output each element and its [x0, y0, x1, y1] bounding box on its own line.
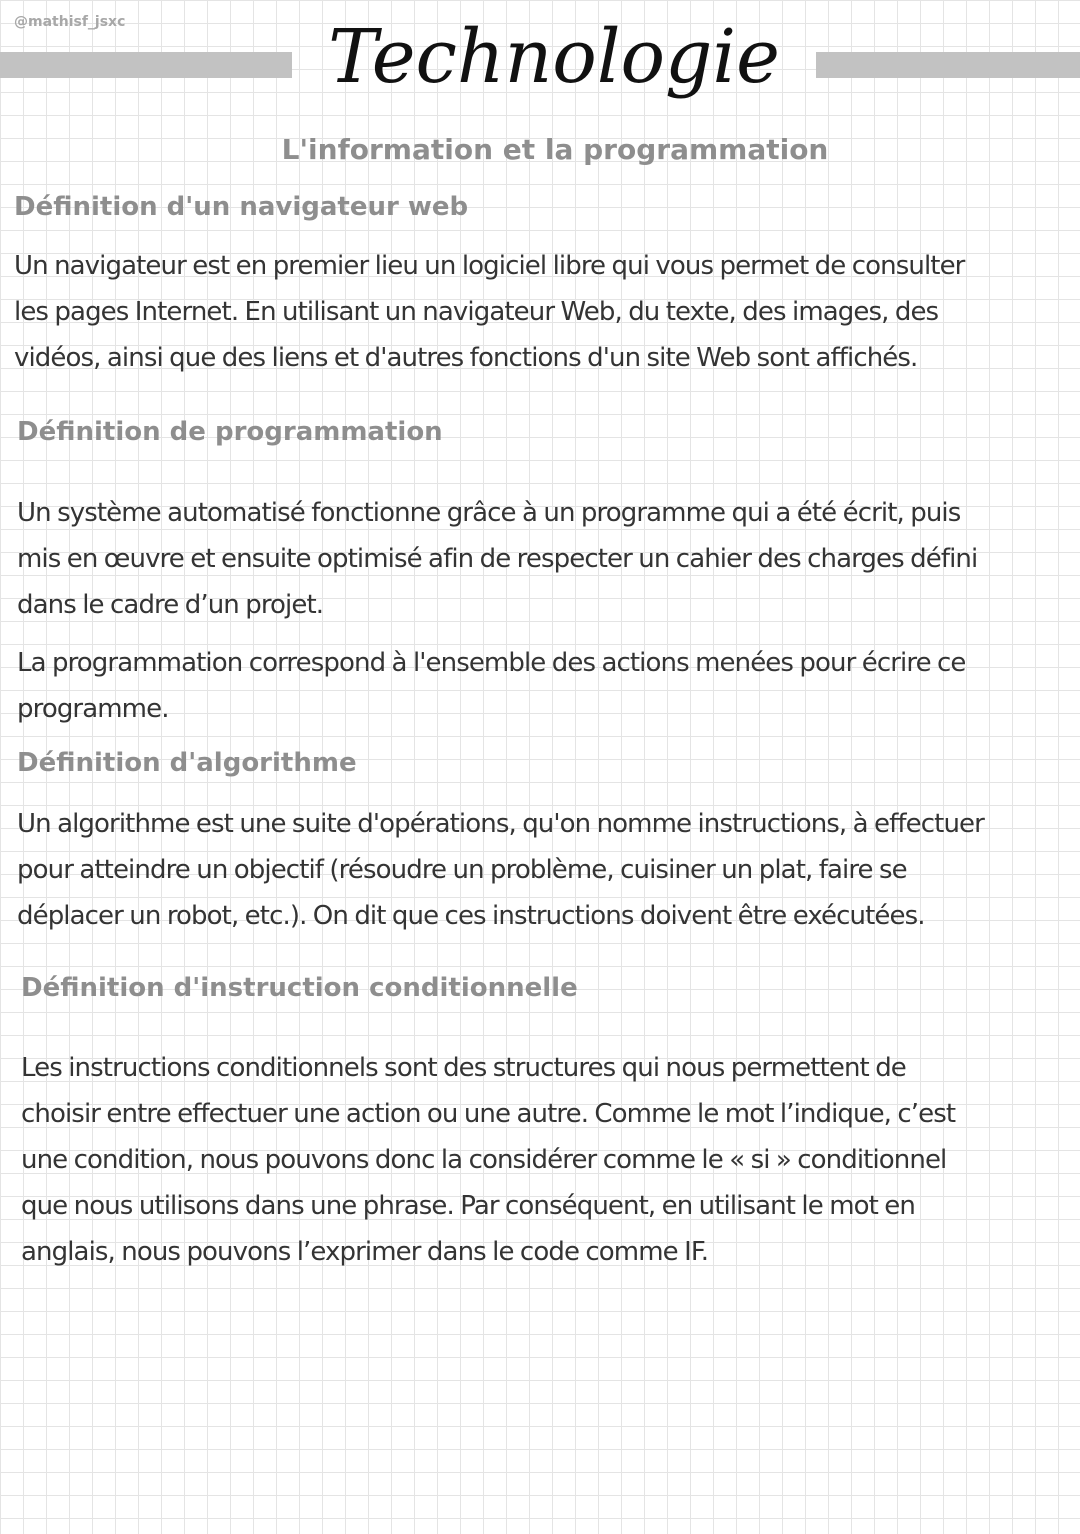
- section-heading: Définition d'un navigateur web: [14, 192, 469, 222]
- section-navigateur-web: [14, 189, 964, 393]
- text-line: vidéos, ainsi que des liens et d'autres fonctions d'un site Web sont affichés.: [14, 343, 918, 373]
- text-line: La programmation correspond à l'ensemble des actions menées pour écrire ce: [17, 648, 966, 678]
- text-line: Un navigateur est en premier lieu un logiciel libre qui vous permet de consulter: [14, 251, 965, 281]
- text-line: programme.: [17, 694, 169, 724]
- author-handle: @mathisf_jsxc: [14, 14, 126, 30]
- section-instruction-conditionnelle: [21, 970, 955, 1287]
- text-line: anglais, nous pouvons l’exprimer dans le code comme IF.: [21, 1237, 709, 1267]
- section-paragraph: [14, 243, 964, 381]
- title-bar-left: [0, 52, 292, 78]
- section-heading: Définition de programmation: [17, 417, 443, 447]
- text-line: mis en œuvre et ensuite optimisé afin de respecter un cahier des charges défini: [17, 544, 978, 574]
- text-line: déplacer un robot, etc.). On dit que ces instructions doivent être exécutées.: [17, 901, 925, 931]
- section-algorithme: [17, 745, 984, 951]
- text-line: Un système automatisé fonctionne grâce à un programme qui a été écrit, puis: [17, 498, 961, 528]
- text-line: choisir entre effectuer une action ou une autre. Comme le mot l’indique, c’est: [21, 1099, 956, 1129]
- text-line: pour atteindre un objectif (résoudre un problème, cuisiner un plat, faire se: [17, 855, 907, 885]
- text-line: que nous utilisons dans une phrase. Par conséquent, en utilisant le mot en: [21, 1191, 915, 1221]
- text-line: dans le cadre d’un projet.: [17, 590, 324, 620]
- section-heading: Définition d'instruction conditionnelle: [21, 973, 578, 1003]
- text-line: une condition, nous pouvons donc la considérer comme le « si » conditionnel: [21, 1145, 947, 1175]
- text-line: les pages Internet. En utilisant un navigateur Web, du texte, des images, des: [14, 297, 939, 327]
- section-paragraph: [21, 1045, 955, 1275]
- section-paragraph: [17, 640, 977, 732]
- text-line: Les instructions conditionnels sont des structures qui nous permettent de: [21, 1053, 906, 1083]
- section-paragraph: [17, 490, 977, 628]
- page-title: Technologie: [328, 14, 780, 100]
- section-programmation: [17, 414, 977, 744]
- section-paragraph: [17, 801, 984, 939]
- section-heading: Définition d'algorithme: [17, 748, 357, 778]
- page-subtitle: L'information et la programmation: [281, 133, 829, 166]
- text-line: Un algorithme est une suite d'opérations, qu'on nomme instructions, à effectuer: [17, 809, 984, 839]
- title-bar-right: [816, 52, 1080, 78]
